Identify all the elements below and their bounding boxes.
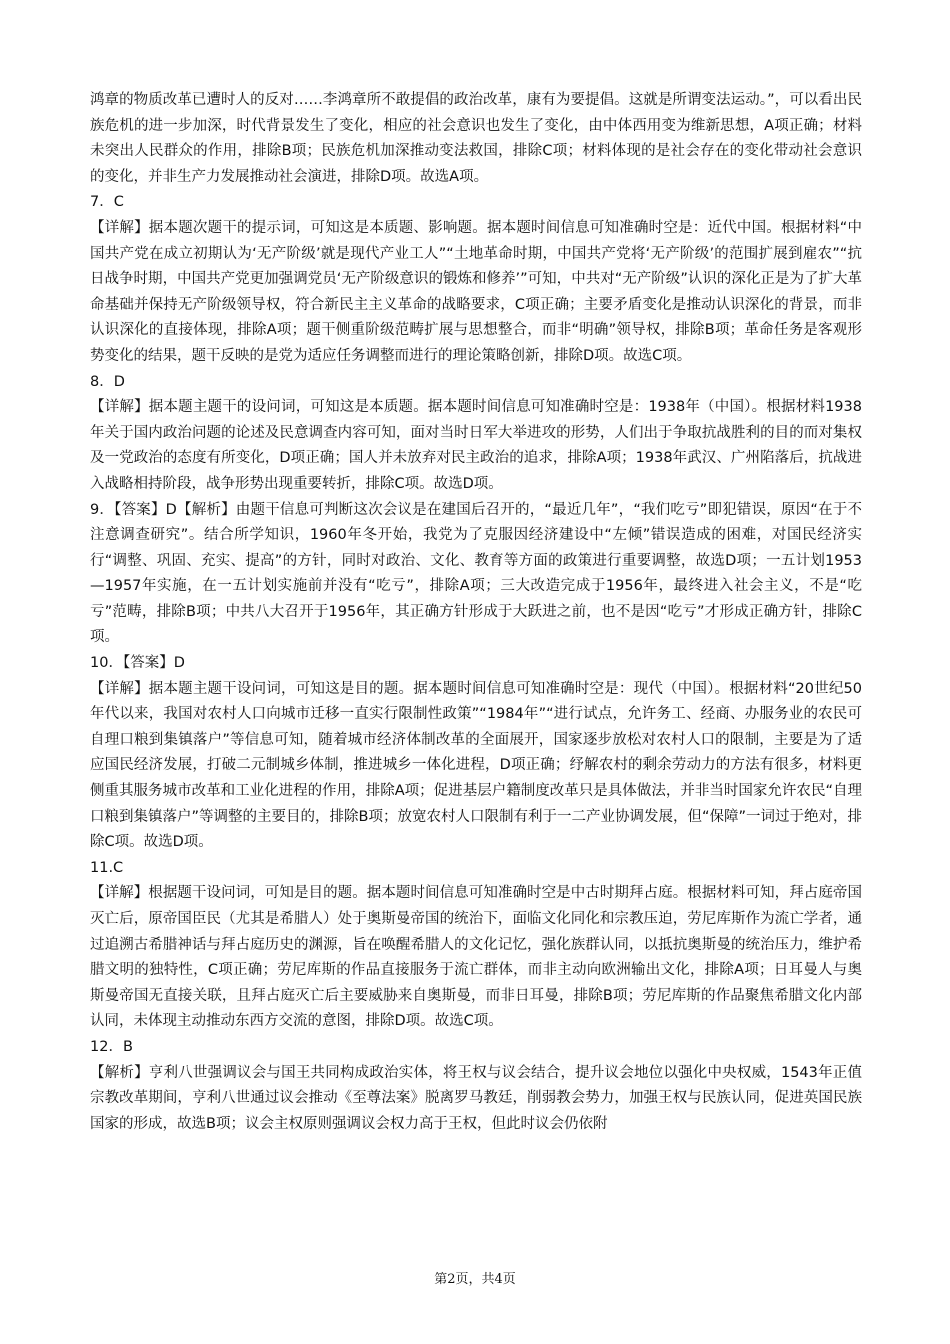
answer-paragraph: 【详解】根据题干设问词，可知是目的题。据本题时间信息可知准确时空是中古时期拜占庭。根据材料可知，拜占庭帝国灭亡后，原帝国臣民（尤其是希腊人）处于奥斯曼帝国的统治下，面临文化同化和宗教压迫，劳尼库斯作为流亡学者，通过追溯古希腊神话与拜占庭历史的渊源，旨在唤醒希腊人的文化记忆，强化族群认同，以抵抗奥斯曼的统治压力，维护希腊文明的独特性，C项正确；劳尼库斯的作品直接服务于流亡群体，而非主动向欧洲输出文化，排除A项；日耳曼人与奥斯曼帝国无直接关联，且拜占庭灭亡后主要威胁来自奥斯曼，而非日耳曼，排除B项；劳尼库斯的作品聚焦希腊文化内部认同，未体现主动推动东西方交流的意图，排除D项。故选C项。 <box>90 885 862 1030</box>
question-number: 8．D <box>90 373 125 390</box>
page-footer: 第2页，共4页 <box>434 1272 516 1287</box>
answer-paragraph: 鸿章的物质改革已遭时人的反对……李鸿章所不敢提倡的政治改革，康有为要提倡。这就是所谓变法运动。”，可以看出民族危机的进一步加深，时代背景发生了变化，相应的社会意识也发生了变化，由中体西用变为维新思想，A项正确；材料未突出人民群众的作用，排除B项；民族危机加深推动变法救国，排除C项；材料体现的是社会存在的变化带动社会意识的变化，并非生产力发展推动社会演进，排除D项。故选A项。 <box>90 92 862 185</box>
question-number: 11.C <box>90 859 124 876</box>
question-number: 7．C <box>90 194 124 211</box>
answer-paragraph: 【详解】据本题主题干设问词，可知这是目的题。据本题时间信息可知准确时空是：现代（中国）。根据材料“20世纪50年代以来，我国对农村人口向城市迁移一直实行限制性政策”“1984年”“进行试点，允许务工、经商、办服务业的农民可自理口粮到集镇落户”等信息可知，随着城市经济体制改革的全面展开，国家逐步放松对农村人口的限制，主要是为了适应国民经济发展，打破二元制城乡体制，推进城乡一体化进程，D项正确；纾解农村的剩余劳动力的方法有很多，材料更侧重其服务城市改革和工业化进程的作用，排除A项；促进基层户籍制度改革只是具体做法，并非当时国家允许农民“自理口粮到集镇落户”等调整的主要目的，排除B项；放宽农村人口限制有利于一二产业协调发展，但“保障”一词过于绝对，排除C项。故选D项。 <box>90 680 862 851</box>
document-body <box>90 88 862 1137</box>
answer-paragraph: 【详解】据本题主题干的设问词，可知这是本质题。据本题时间信息可知准确时空是：1938年（中国）。根据材料1938年关于国内政治问题的论述及民意调查内容可知，面对当时日军大举进攻的形势，人们出于争取抗战胜利的目的而对集权及一党政治的态度有所变化，D项正确；国人并未放弃对民主政治的追求，排除A项；1938年武汉、广州陷落后，抗战进入战略相持阶段，战争形势出现重要转折，排除C项。故选D项。 <box>90 399 862 492</box>
question-number: 12．B <box>90 1038 133 1055</box>
question-number: 10．【答案】D <box>90 655 185 672</box>
answer-paragraph: 【详解】据本题次题干的提示词，可知这是本质题、影响题。据本题时间信息可知准确时空是：近代中国。根据材料“中国共产党在成立初期认为‘无产阶级’就是现代产业工人”“土地革命时期，中国共产党将‘无产阶级’的范围扩展到雇农”“抗日战争时期，中国共产党更加强调党员‘无产阶级意识的锻炼和修养’”可知，中共对“无产阶级”认识的深化正是为了扩大革命基础并保持无产阶级领导权，符合新民主主义革命的战略要求，C项正确；主要矛盾变化是推动认识深化的背景，而非认识深化的直接体现，排除A项；题干侧重阶级范畴扩展与思想整合，而非“明确”领导权，排除B项；革命任务是客观形势变化的结果，题干反映的是党为适应任务调整而进行的理论策略创新，排除D项。故选C项。 <box>90 219 862 364</box>
answer-paragraph: 9．【答案】D【解析】由题干信息可判断这次会议是在建国后召开的，“最近几年”，“我们吃亏”即犯错误，原因“在于不注意调查研究”。结合所学知识，1960年冬开始，我党为了克服因经济建设中“左倾”错误造成的困难，对国民经济实行“调整、巩固、充实、提高”的方针，同时对政治、文化、教育等方面的政策进行重要调整，故选D项；一五计划1953—1957年实施，在一五计划实施前并没有“吃亏”，排除A项；三大改造完成于1956年，最终进入社会主义，不是“吃亏”范畴，排除B项；中共八大召开于1956年，其正确方针形成于大跃进之前，也不是因“吃亏”才形成正确方针，排除C项。 <box>90 501 862 646</box>
answer-paragraph: 【解析】亨利八世强调议会与国王共同构成政治实体，将王权与议会结合，提升议会地位以强化中央权威，1543年正值宗教改革期间，亨利八世通过议会推动《至尊法案》脱离罗马教廷，削弱教会势力，加强王权与民族认同，促进英国民族国家的形成，故选B项；议会主权原则强调议会权力高于王权，但此时议会仍依附 <box>90 1064 862 1132</box>
